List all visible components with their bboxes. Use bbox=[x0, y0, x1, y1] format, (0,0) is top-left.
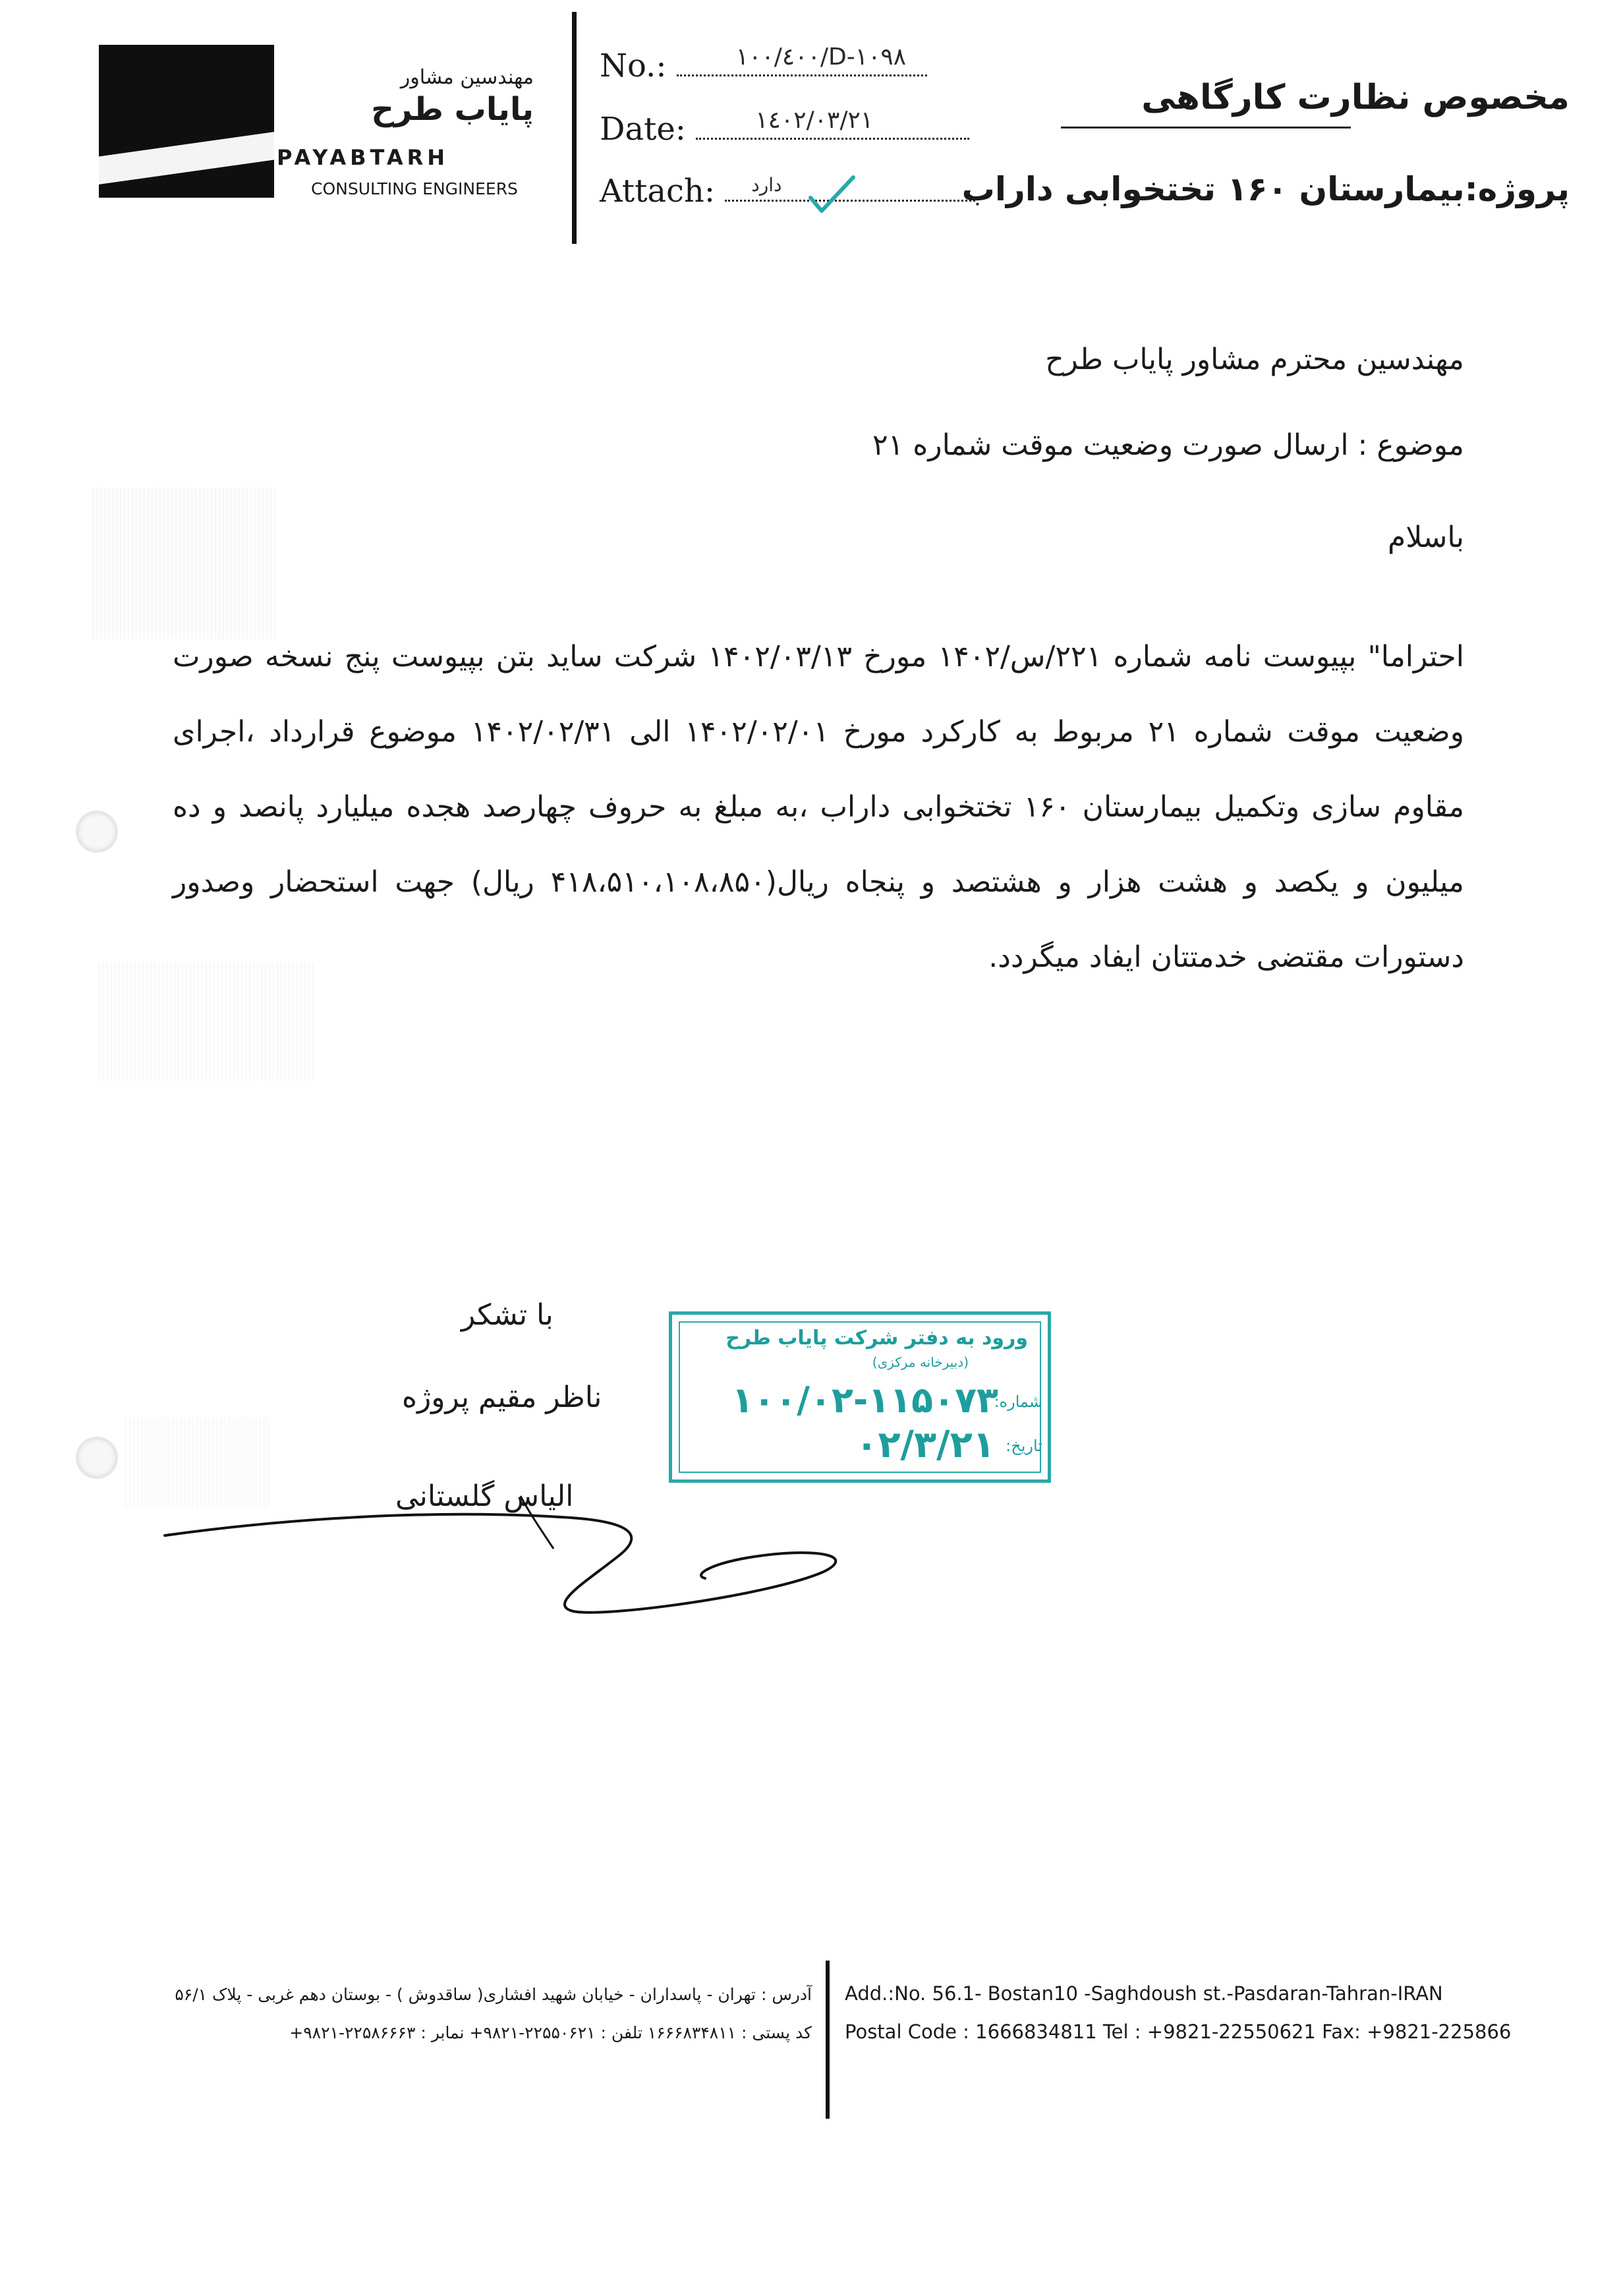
letter-number-label: No.: bbox=[600, 47, 667, 84]
stamp-subtitle: (دبیرخانه مرکزی) bbox=[872, 1354, 969, 1370]
closing-thanks: با تشکر bbox=[461, 1298, 554, 1332]
logo-persian-subtitle: مهندسین مشاور bbox=[400, 66, 534, 89]
project-title: پروژه:بیمارستان ۱۶۰ تختخوابی داراب bbox=[961, 170, 1570, 208]
stamp-title: ورود به دفتر شرکت پایاب طرح bbox=[725, 1327, 1028, 1350]
title-underline bbox=[1061, 127, 1351, 129]
footer-contact-en: Postal Code : 1666834811 Tel : +9821-22550621 Fax: +9821-225866 bbox=[845, 2021, 1512, 2043]
scan-smudge bbox=[92, 488, 277, 639]
signer-role: ناظر مقیم پروژه bbox=[402, 1381, 602, 1414]
letter-number-value: ۱۰۰/٤۰۰/D-۱۰۹۸ bbox=[735, 43, 907, 71]
footer-address-fa: آدرس : تهران - پاسداران - خیابان شهید افشاری( ساقدوش ) - بوستان دهم غربی - پلاک ۵۶/۱ bbox=[175, 1985, 812, 2004]
footer-divider bbox=[826, 1961, 830, 2119]
signer-name: الیاس گلستانی bbox=[395, 1479, 574, 1513]
check-icon bbox=[807, 175, 857, 214]
date-row bbox=[600, 107, 969, 148]
letter-greeting: باسلام bbox=[1387, 521, 1464, 554]
logo-stripe bbox=[99, 129, 274, 187]
date-value: ۱٤۰۲/۰۳/۲۱ bbox=[755, 107, 874, 134]
attach-row bbox=[600, 173, 975, 210]
supervision-title: مخصوص نظارت کارگاهی bbox=[1141, 78, 1570, 117]
logo-english-subtitle: CONSULTING ENGINEERS bbox=[311, 179, 518, 198]
punch-hole bbox=[76, 1437, 118, 1479]
letter-body: احتراما" بپیوست نامه شماره ۲۲۱/س/۱۴۰۲ مورخ ۱۴۰۲/۰۳/۱۳ شرکت ساید بتن بپیوست پنج نسخه صورت وضعیت موقت شماره ۲۱ مربوط به کارکرد مورخ ۱۴۰۲/۰۲/۰۱ الی ۱۴۰۲/۰۲/۳۱ موضوع قرارداد ،اجرای مقاوم سازی وتکمیل بیمارستان ۱۶۰ تختخوابی داراب ،به مبلغ به حروف چهارصد هجده میلیارد پانصد و ده میلیون و یکصد و هشت هزار و هشتصد و پنجاه ریال(۴۱۸،۵۱۰،۱۰۸،۸۵۰ ریال) جهت استحضار وصدور دستورات مقتضی خدمتتان ایفاد میگردد. bbox=[173, 640, 1465, 974]
stamp-number: ۱۰۰/۰۲-۱۱۵۰۷۳ bbox=[731, 1379, 998, 1421]
company-logo bbox=[99, 45, 274, 198]
punch-hole bbox=[76, 811, 118, 853]
logo-english-name: PAYABTARH bbox=[277, 145, 449, 170]
letter-number-line bbox=[677, 43, 927, 76]
footer-address-en: Add.:No. 56.1- Bostan10 -Saghdoush st.-Pasdaran-Tahran-IRAN bbox=[845, 1982, 1443, 2005]
attach-value: دارد bbox=[751, 174, 782, 196]
date-label: Date: bbox=[600, 111, 686, 148]
registration-stamp bbox=[669, 1311, 1051, 1483]
attach-label: Attach: bbox=[600, 173, 715, 210]
letter-addressee: مهندسین محترم مشاور پایاب طرح bbox=[1045, 343, 1464, 376]
logo-persian-name: پایاب طرح bbox=[371, 91, 534, 128]
footer-contact-fa: کد پستی : ۱۶۶۶۸۳۴۸۱۱ تلفن : ۲۲۵۵۰۶۲۱-۹۸۲۱+ نمابر : ۲۲۵۸۶۶۶۳-۹۸۲۱+ bbox=[289, 2023, 812, 2042]
stamp-date-label: تاریخ: bbox=[1006, 1437, 1042, 1455]
letter-number-row bbox=[600, 43, 927, 84]
date-line bbox=[696, 107, 969, 140]
letter-subject: موضوع : ارسال صورت وضعیت موقت شماره ۲۱ bbox=[872, 428, 1464, 462]
stamp-date: ۰۲/۳/۲۱ bbox=[855, 1423, 995, 1466]
stamp-number-label: شماره: bbox=[994, 1392, 1042, 1411]
header-divider bbox=[572, 12, 577, 244]
